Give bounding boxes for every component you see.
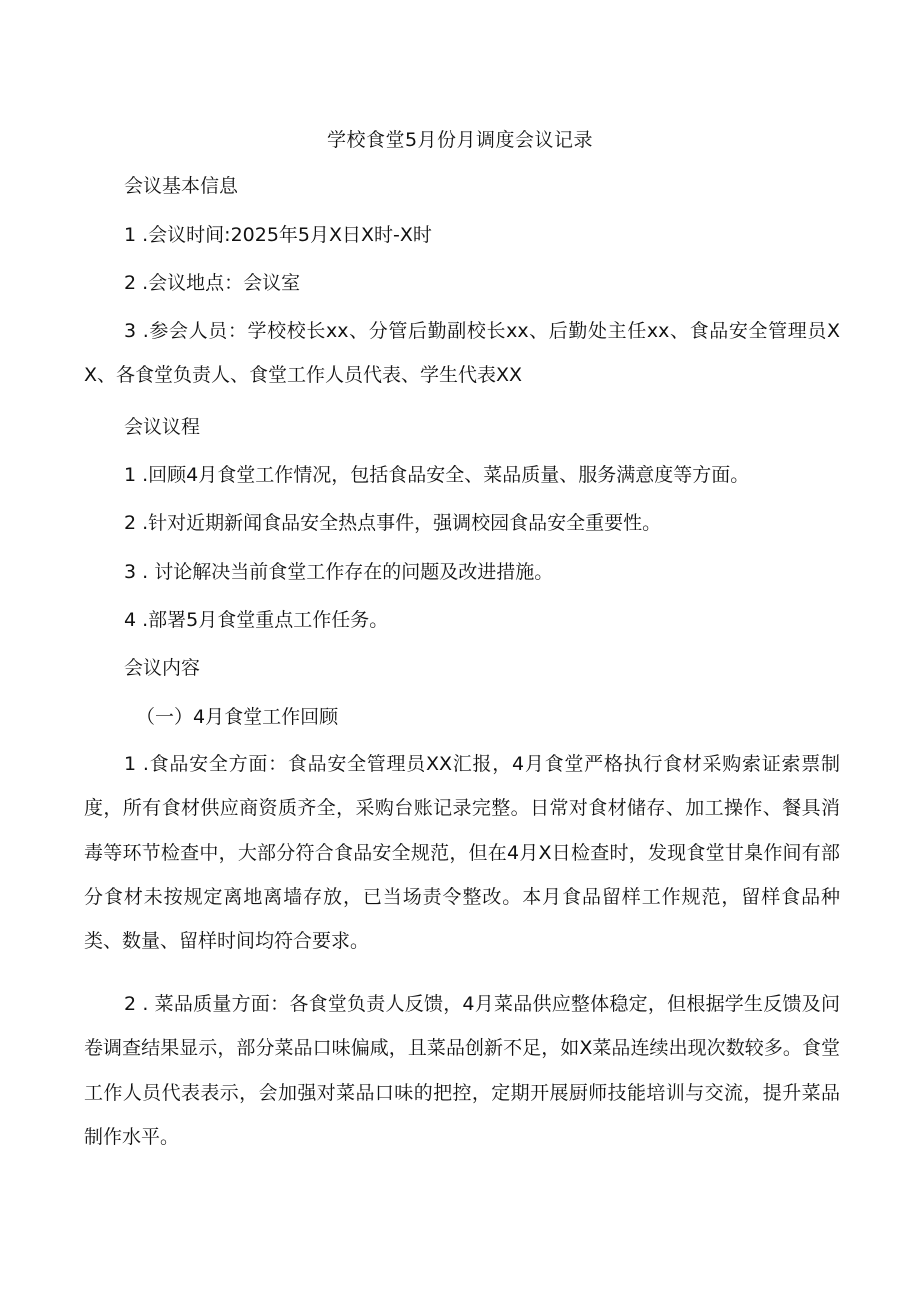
basic-info-attendees: 3 .参会人员：学校校长xx、分管后勤副校长xx、后勤处主任xx、食品安全管理员XX、各食堂负责人、食堂工作人员代表、学生代表XX bbox=[84, 320, 840, 387]
agenda-item-4: 4 .部署5月食堂重点工作任务。 bbox=[124, 609, 389, 631]
section-heading-content: 会议内容 bbox=[124, 657, 201, 679]
agenda-item-3: 3 . 讨论解决当前食堂工作存在的问题及改进措施。 bbox=[124, 561, 554, 583]
content-paragraph-food-safety: 1 .食品安全方面：食品安全管理员XX汇报，4月食堂严格执行食材采购索证索票制度，所有食材供应商资质齐全，采购台账记录完整。日常对食材储存、加工操作、餐具消毒等环节检查中，大部分符合食品安全规范，但在4月X日检查时，发现食堂甘臬作间有部分食材未按规定离地离墙存放，已当场责令整改。本月食品留样工作规范，留样食品种类、数量、留样时间均符合要求。 bbox=[84, 753, 840, 953]
section-heading-basic-info: 会议基本信息 bbox=[124, 175, 239, 197]
agenda-item-2: 2 .针对近期新闻食品安全热点事件，强调校园食品安全重要性。 bbox=[124, 512, 662, 534]
section-heading-agenda: 会议议程 bbox=[124, 416, 201, 438]
agenda-item-1: 1 .回顾4月食堂工作情况，包括食品安全、菜品质量、服务满意度等方面。 bbox=[124, 464, 750, 486]
basic-info-location: 2 .会议地点：会议室 bbox=[124, 272, 301, 294]
content-paragraph-dish-quality: 2 . 菜品质量方面：各食堂负责人反馈，4月菜品供应整体稳定，但根据学生反馈及问卷调查结果显示，部分菜品口味偏咸，且菜品创新不足，如X菜品连续出现次数较多。食堂工作人员代表表示，会加强对菜品口味的把控，定期开展厨师技能培训与交流，提升菜品制作水平。 bbox=[84, 993, 840, 1148]
basic-info-time: 1 .会议时间:2025年5月X日X时-X时 bbox=[124, 224, 432, 246]
content-subheading: （一）4月食堂工作回顾 bbox=[136, 706, 339, 728]
page-title: 学校食堂5月份月调度会议记录 bbox=[326, 129, 594, 151]
